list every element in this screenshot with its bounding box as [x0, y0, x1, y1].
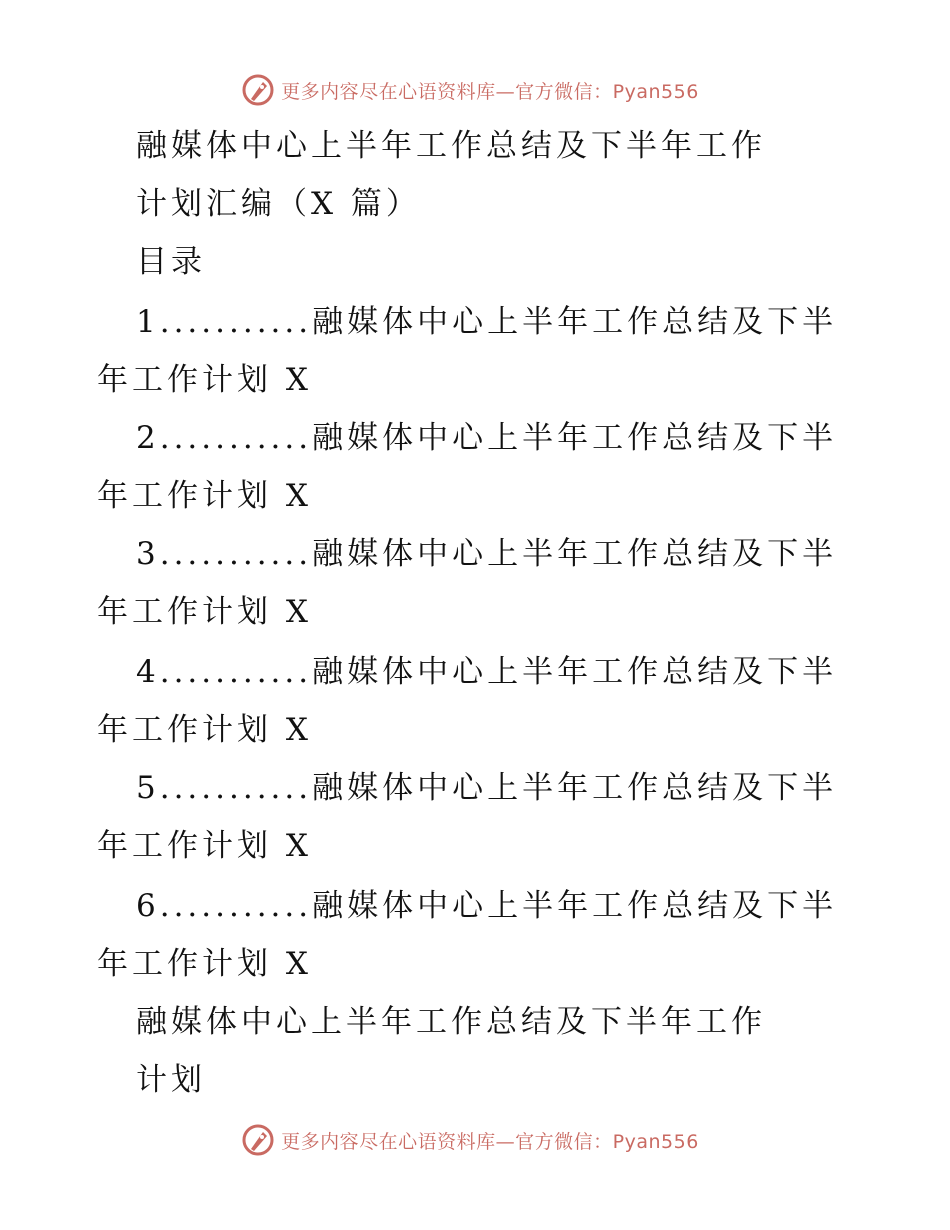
header-banner — [0, 70, 950, 110]
footer-banner — [0, 1120, 950, 1160]
toc-entry-6-line-2: 年工作计划 X — [97, 946, 312, 982]
footer-banner-text: 更多内容尽在心语资料库—官方微信：Pyan556 — [281, 1130, 699, 1153]
toc-entry-3-line-1: 3...........融媒体中心上半年工作总结及下半 — [136, 536, 838, 572]
toc-entry-1-line-2: 年工作计划 X — [97, 362, 312, 398]
toc-entry-4-line-2: 年工作计划 X — [97, 712, 312, 748]
toc-entry-1-line-1: 1...........融媒体中心上半年工作总结及下半 — [136, 304, 838, 340]
toc-entry-3-line-2: 年工作计划 X — [97, 594, 312, 630]
toc-entry-2-line-1: 2...........融媒体中心上半年工作总结及下半 — [136, 420, 838, 456]
toc-entry-2-line-2: 年工作计划 X — [97, 478, 312, 514]
section-title-line-1: 融媒体中心上半年工作总结及下半年工作 — [136, 1004, 766, 1040]
toc-entry-5-line-2: 年工作计划 X — [97, 828, 312, 864]
toc-entry-5-line-1: 5...........融媒体中心上半年工作总结及下半 — [136, 770, 838, 806]
section-title-line-2: 计划 — [136, 1062, 206, 1098]
header-banner-text: 更多内容尽在心语资料库—官方微信：Pyan556 — [281, 80, 699, 103]
toc-entry-4-line-1: 4...........融媒体中心上半年工作总结及下半 — [136, 654, 838, 690]
doc-title-line-2: 计划汇编（X 篇） — [136, 186, 421, 222]
doc-title-line-1: 融媒体中心上半年工作总结及下半年工作 — [136, 128, 766, 164]
pen-nib-logo-icon — [241, 73, 275, 107]
toc-heading: 目录 — [136, 244, 206, 280]
toc-entry-6-line-1: 6...........融媒体中心上半年工作总结及下半 — [136, 888, 838, 924]
pen-nib-logo-icon — [241, 1123, 275, 1157]
